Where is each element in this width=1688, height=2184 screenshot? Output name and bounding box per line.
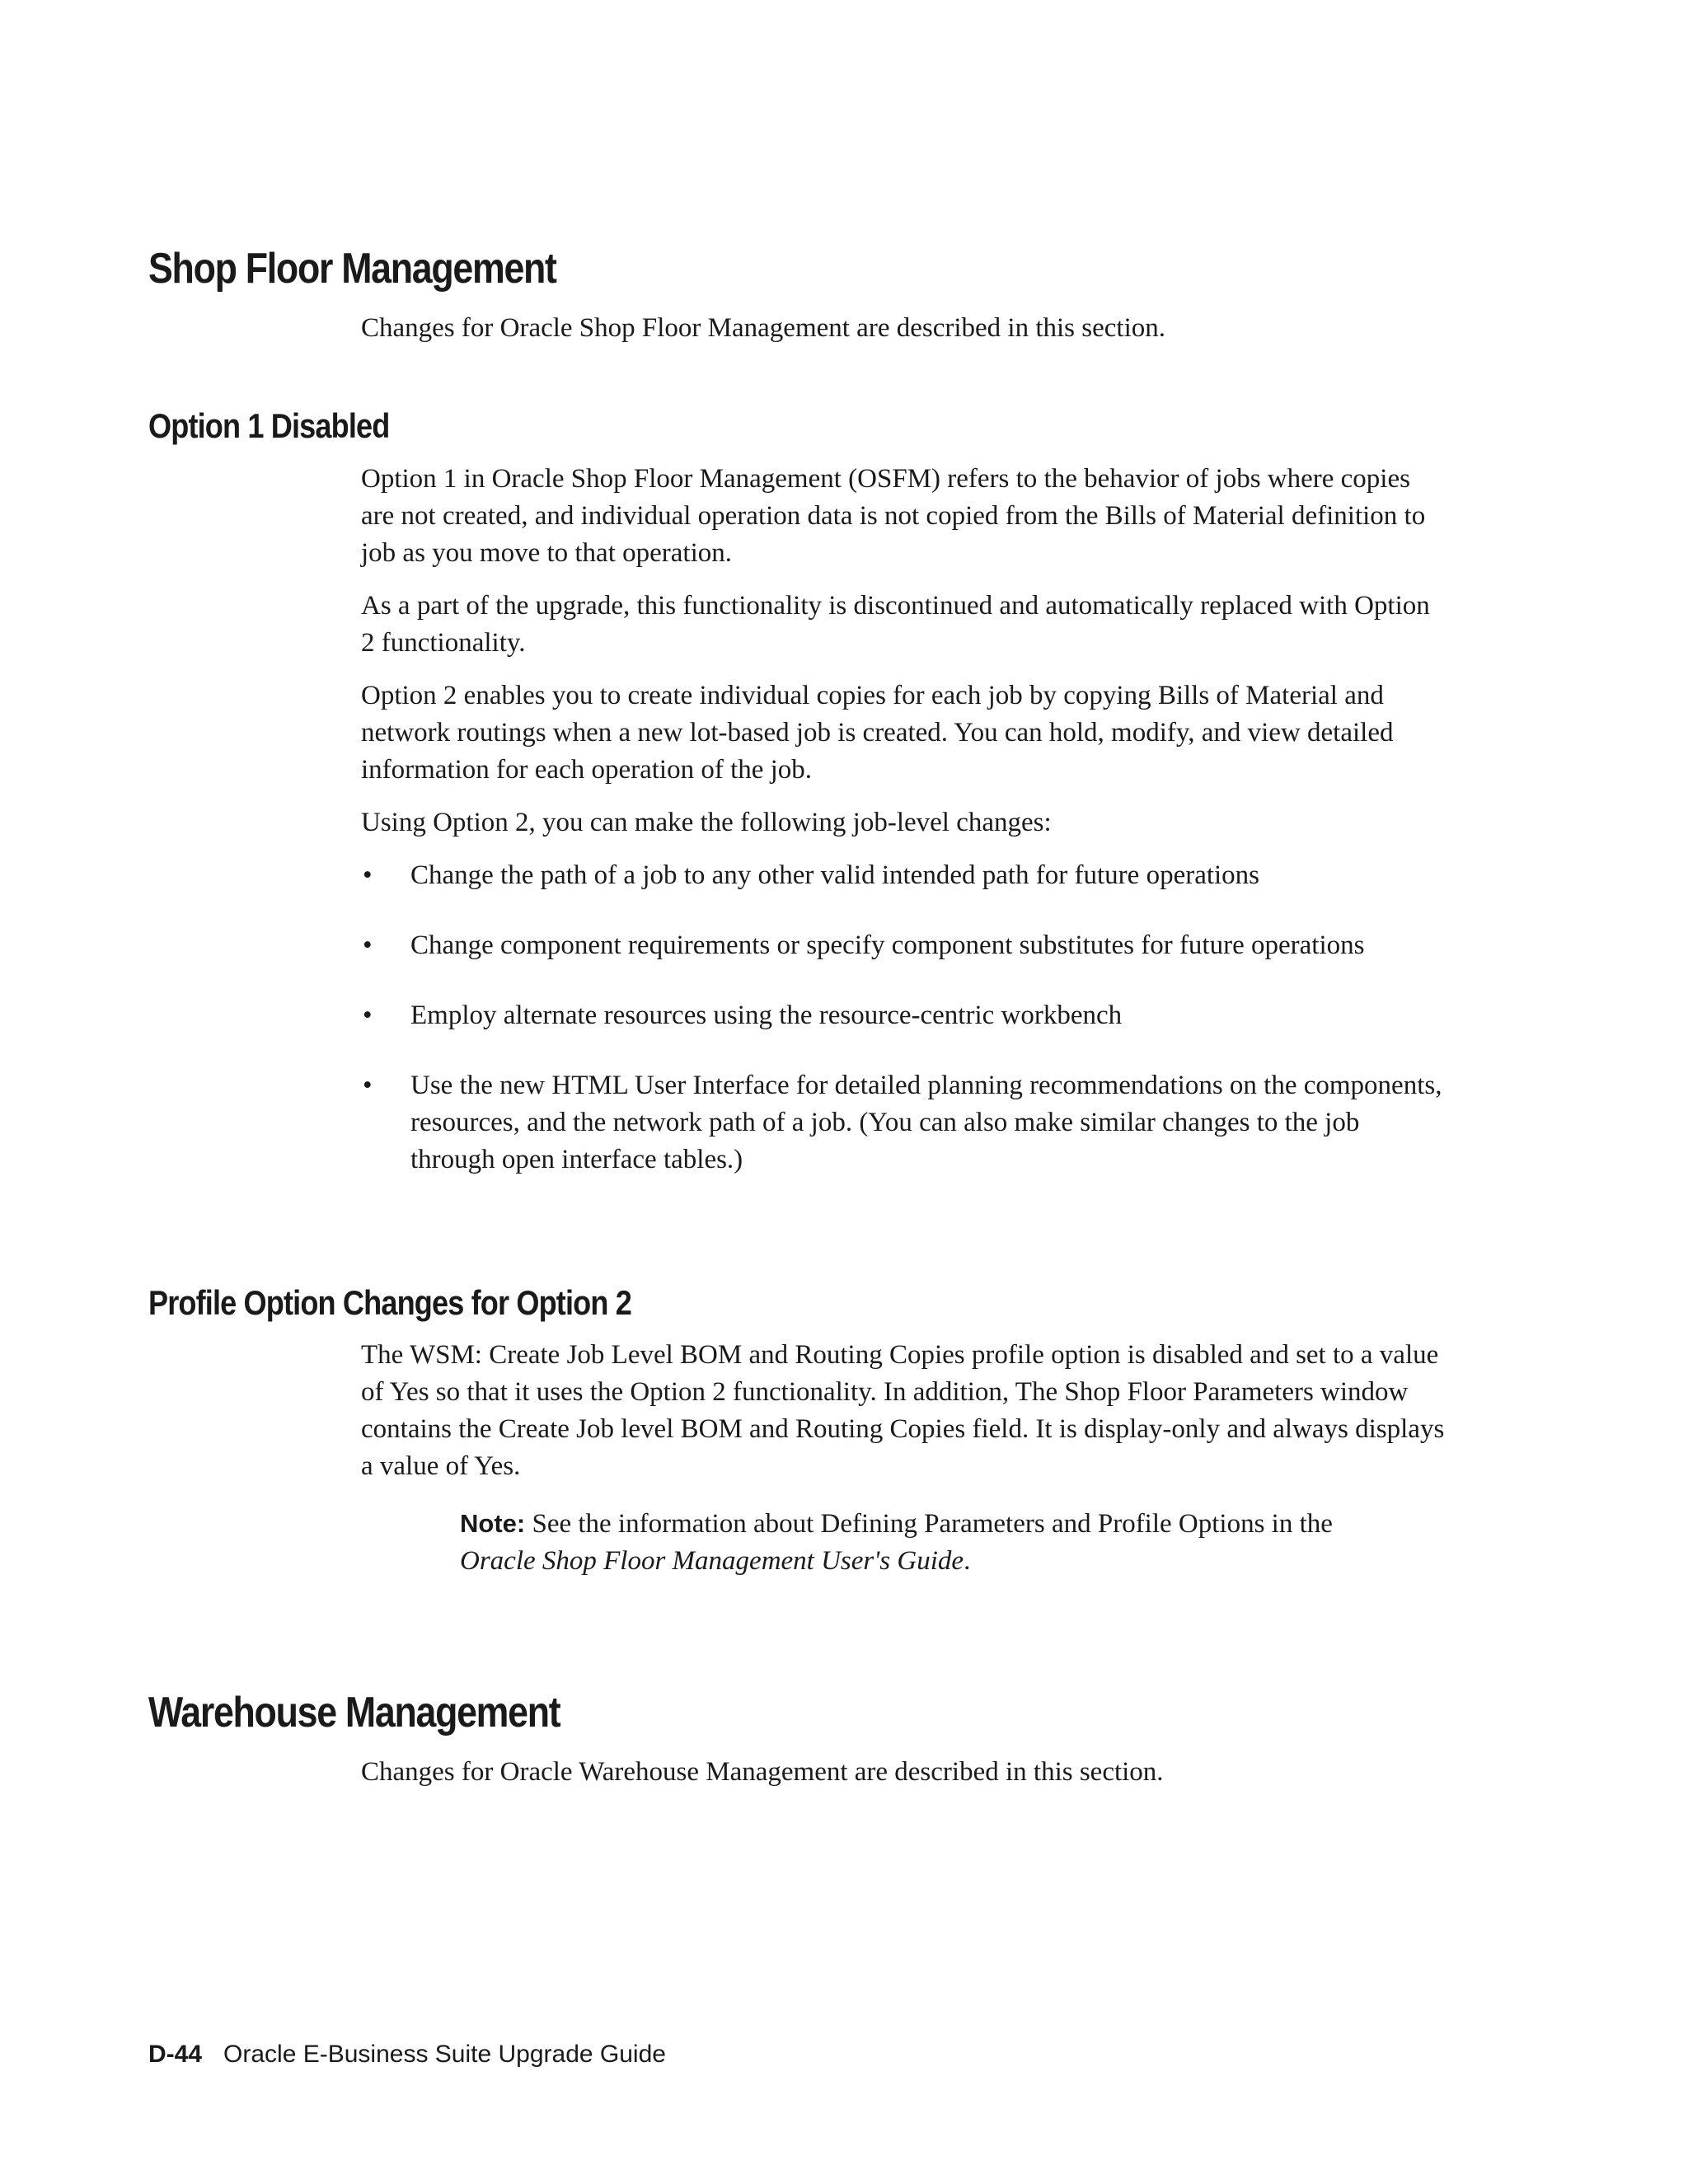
list-item: • Use the new HTML User Interface for detailed planning recommendations on the components, resources, and the network path of a job. (You can also make similar changes to the job through open interface tables.) [361, 1067, 1449, 1179]
bullet-icon: • [363, 930, 373, 960]
note-text-before: See the information about Defining Parameters and Profile Options in the [525, 1509, 1333, 1539]
job-level-changes-list [361, 857, 1449, 1179]
option-1-paragraph-4: Using Option 2, you can make the following job-level changes: [361, 808, 1052, 837]
bullet-icon: • [363, 860, 373, 890]
section-title-option-1-disabled: Option 1 Disabled [148, 406, 390, 445]
shop-floor-intro: Changes for Oracle Shop Floor Management are described in this section. [361, 313, 1165, 343]
list-item: • Employ alternate resources using the resource-centric workbench [361, 997, 1449, 1034]
warehouse-intro-block [361, 1754, 1449, 1807]
note-block [460, 1505, 1367, 1580]
section-title-warehouse-management: Warehouse Management [148, 1689, 560, 1736]
profile-option-body [361, 1337, 1449, 1501]
page-number: D-44 [148, 2041, 203, 2068]
list-item: • Change the path of a job to any other valid intended path for future operations [361, 857, 1449, 894]
option-1-paragraph-3: Option 2 enables you to create individual copies for each job by copying Bills of Material and network routings when a new lot-based job is created. You can hold, modify, and view detailed information for each operation of the job. [361, 681, 1394, 785]
bullet-icon: • [363, 1071, 373, 1100]
footer-book-title: Oracle E-Business Suite Upgrade Guide [223, 2041, 666, 2068]
profile-option-paragraph: The WSM: Create Job Level BOM and Routing Copies profile option is disabled and set to a value of Yes so that it uses the Option 2 functionality. In addition, The Shop Floor Parameters window contains the Create Job level BOM and Routing Copies field. It is display-only and always displays a value of Yes. [361, 1340, 1445, 1481]
option-1-paragraph-2: As a part of the upgrade, this functionality is discontinued and automatically replaced with Option 2 functionality. [361, 591, 1430, 658]
note-text-after: . [964, 1546, 971, 1576]
warehouse-intro: Changes for Oracle Warehouse Management are described in this section. [361, 1757, 1164, 1787]
bullet-icon: • [363, 1001, 373, 1030]
list-item: • Change component requirements or specify component substitutes for future operations [361, 927, 1449, 964]
option-1-paragraph-1: Option 1 in Oracle Shop Floor Management (OSFM) refers to the behavior of jobs where copies are not created, and individual operation data is not copied from the Bills of Material definition to job as you move to that operation. [361, 464, 1426, 568]
section-title-profile-option-changes: Profile Option Changes for Option 2 [148, 1283, 631, 1322]
note-book-title: Oracle Shop Floor Management User's Guide [460, 1546, 964, 1576]
note-label: Note: [460, 1509, 526, 1538]
shop-floor-intro-block [361, 310, 1449, 363]
option-1-body [361, 461, 1449, 1212]
page-footer [148, 2041, 666, 2069]
section-title-shop-floor-management: Shop Floor Management [148, 245, 556, 293]
